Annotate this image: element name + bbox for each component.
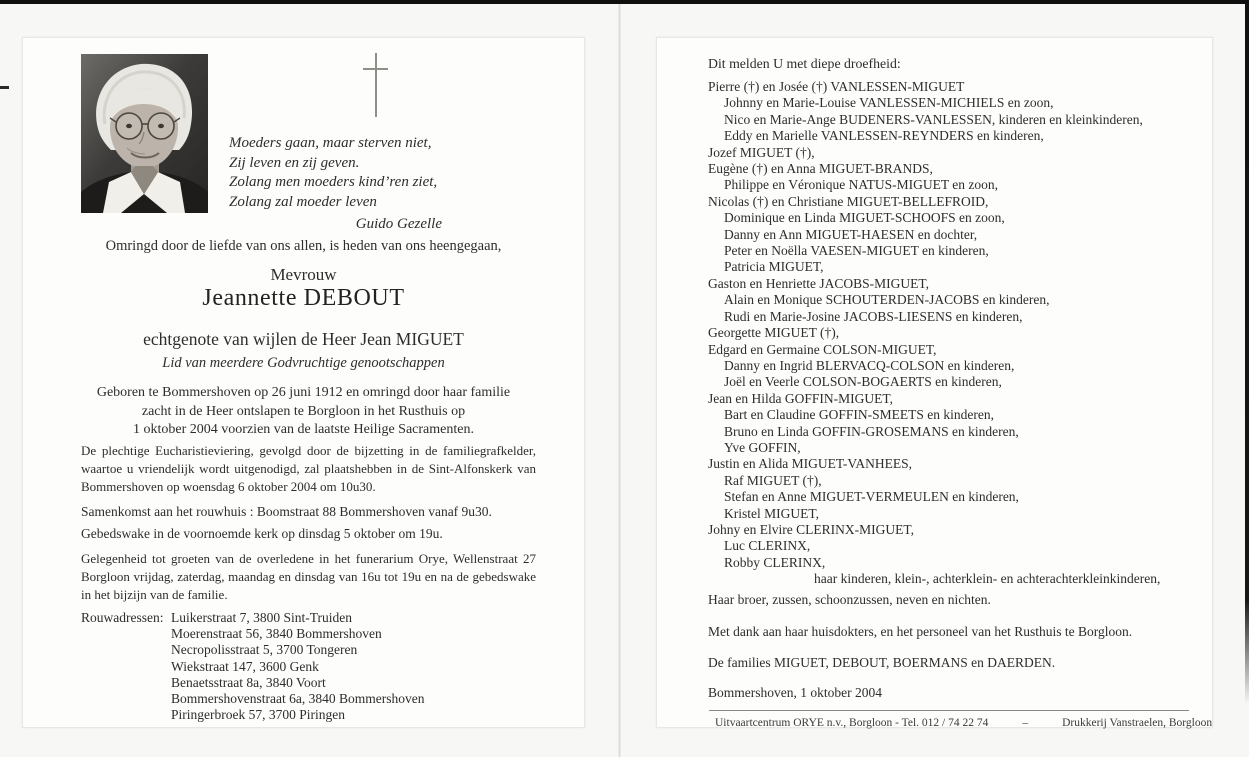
family-member-line: Kristel MIGUET, bbox=[724, 505, 819, 521]
mourning-addresses bbox=[81, 610, 424, 723]
visitation-paragraph: Gelegenheid tot groeten van de overledene in het funerarium Orye, Wellenstraat 27 Borgloon vrijdag, zaterdag, maandag en dinsdag van 16u tot 19u en na de gebedswake in het bijzijn van de familie. bbox=[81, 551, 536, 602]
family-member-line: Bruno en Linda GOFFIN-GROSEMANS en kinderen, bbox=[724, 423, 1019, 439]
gathering-line: Samenkomst aan het rouwhuis : Boomstraat 88 Bommershoven vanaf 9u30. bbox=[81, 504, 492, 519]
poem-line: Moeders gaan, maar sterven niet, bbox=[229, 135, 432, 151]
family-member-line: Yve GOFFIN, bbox=[724, 439, 801, 455]
deceased-name: Jeannette DEBOUT bbox=[202, 285, 405, 311]
printer-footer bbox=[715, 717, 1213, 729]
birth-death-line: zacht in de Heer ontslapen te Borgloon in het Rusthuis op bbox=[141, 403, 466, 419]
announcement-line: Dit melden U met diepe droefheid: bbox=[708, 56, 901, 71]
mourning-address: Necropolisstraat 5, 3700 Tongeren bbox=[171, 642, 358, 658]
family-member-line: Danny en Ann MIGUET-HAESEN en dochter, bbox=[724, 226, 978, 242]
family-member-line: Joël en Veerle COLSON-BOGAERTS en kinderen, bbox=[724, 374, 1002, 390]
portrait-photo-graphic bbox=[81, 54, 208, 213]
poem-line: Zolang men moeders kind’ren ziet, bbox=[229, 174, 438, 190]
family-member-line: Patricia MIGUET, bbox=[724, 259, 824, 275]
family-member-line: Dominique en Linda MIGUET-SCHOOFS en zoon, bbox=[724, 210, 1005, 226]
family-member-line: Raf MIGUET (†), bbox=[724, 472, 822, 488]
service-paragraph: De plechtige Eucharistieviering, gevolgd door de bijzetting in de familiegrafkelder, waartoe u vriendelijk wordt uitgenodigd, zal plaatshebben in de Sint-Alfonskerk van Bommershoven op woensdag 6 oktober 2004 om 10u30. bbox=[81, 443, 536, 494]
page-fold-line bbox=[618, 4, 621, 757]
family-member-line: Philippe en Véronique NATUS-MIGUET en zoon, bbox=[724, 177, 998, 193]
family-member-line: Robby CLERINX, bbox=[724, 554, 826, 570]
scan-edge-top bbox=[0, 0, 1249, 4]
family-member-line: Luc CLERINX, bbox=[724, 538, 811, 554]
family-member-line: Georgette MIGUET (†), bbox=[708, 325, 840, 341]
portrait-photo bbox=[81, 54, 208, 213]
birth-death-line: Geboren te Bommershoven op 26 juni 1912 en omringd door haar familie bbox=[96, 385, 511, 400]
honorific: Mevrouw bbox=[270, 265, 337, 284]
families-line: De families MIGUET, DEBOUT, BOERMANS en DAERDEN. bbox=[708, 655, 1056, 670]
family-member-line: Jean en Hilda GOFFIN-MIGUET, bbox=[708, 390, 893, 406]
family-member-line: Peter en Noëlla VAESEN-MIGUET en kinderen, bbox=[724, 243, 989, 259]
thanks-line: Met dank aan haar huisdokters, en het personeel van het Rusthuis te Borgloon. bbox=[708, 624, 1133, 639]
memorial-card-left-page bbox=[22, 37, 585, 728]
family-member-line: Edgard en Germaine COLSON-MIGUET, bbox=[708, 341, 937, 357]
dateline: Bommershoven, 1 oktober 2004 bbox=[708, 685, 882, 700]
mourning-address: Wiekstraat 147, 3600 Genk bbox=[171, 658, 319, 674]
family-member-line: Bart en Claudine GOFFIN-SMEETS en kinderen, bbox=[724, 407, 994, 423]
footer-funeral-home: Uitvaartcentrum ORYE n.v., Borgloon - Tel. 012 / 74 22 74 bbox=[715, 717, 989, 729]
mourning-addresses-list bbox=[171, 610, 424, 723]
spouse-line: echtgenote van wijlen de Heer Jean MIGUET bbox=[143, 329, 464, 349]
cross-icon bbox=[340, 53, 390, 119]
footer-rule bbox=[709, 710, 1189, 711]
family-member-line: Justin en Alida MIGUET-VANHEES, bbox=[708, 456, 913, 472]
relatives-line: Haar broer, zussen, schoonzussen, neven en nichten. bbox=[708, 592, 991, 607]
family-member-line: Eugène (†) en Anna MIGUET-BRANDS, bbox=[708, 161, 933, 177]
family-member-line: Alain en Monique SCHOUTERDEN-JACOBS en kinderen, bbox=[724, 292, 1050, 308]
family-member-line: Pierre (†) en Josée (†) VANLESSEN-MIGUET bbox=[708, 79, 965, 94]
family-list bbox=[708, 79, 1160, 588]
family-member-line: Gaston en Henriette JACOBS-MIGUET, bbox=[708, 275, 929, 291]
family-member-line: Jozef MIGUET (†), bbox=[708, 144, 815, 160]
poem-line: Zolang zal moeder leven bbox=[229, 193, 377, 210]
family-member-line: haar kinderen, klein-, achterklein- en achterachterkleinkinderen, bbox=[814, 571, 1161, 587]
scan-edge-right bbox=[1245, 4, 1249, 704]
birth-death-line: 1 oktober 2004 voorzien van de laatste Heilige Sacramenten. bbox=[133, 422, 474, 437]
family-member-line: Eddy en Marielle VANLESSEN-REYNDERS en kinderen, bbox=[724, 128, 1044, 144]
family-member-line: Rudi en Marie-Josine JACOBS-LIESENS en kinderen, bbox=[724, 308, 1023, 324]
birth-death-paragraph bbox=[23, 384, 584, 440]
mourning-address: Piringerbroek 57, 3700 Piringen bbox=[171, 707, 345, 723]
poem bbox=[229, 134, 444, 235]
mourning-address: Benaetsstraat 8a, 3840 Voort bbox=[171, 674, 326, 690]
scan-artifact-dash bbox=[0, 86, 9, 89]
mourning-address: Bommershovenstraat 6a, 3840 Bommershoven bbox=[171, 691, 425, 707]
membership-line: Lid van meerdere Godvruchtige genootschappen bbox=[162, 355, 445, 371]
memorial-card-right-page bbox=[656, 37, 1213, 728]
family-member-line: Johny en Elvire CLERINX-MIGUET, bbox=[708, 521, 914, 537]
intro-line: Omringd door de liefde van ons allen, is heden van ons heengegaan, bbox=[105, 238, 502, 254]
family-member-line: Stefan en Anne MIGUET-VERMEULEN en kinderen, bbox=[724, 489, 1019, 505]
mourning-addresses-label: Rouwadressen: bbox=[81, 610, 164, 625]
family-member-line: Johnny en Marie-Louise VANLESSEN-MICHIELS en zoon, bbox=[724, 95, 1054, 111]
family-member-line: Nico en Marie-Ange BUDENERS-VANLESSEN, kinderen en kleinkinderen, bbox=[724, 111, 1143, 127]
footer-printer: Drukkerij Vanstraelen, Borgloon bbox=[1062, 717, 1213, 729]
family-member-line: Nicolas (†) en Christiane MIGUET-BELLEFROID, bbox=[708, 193, 989, 209]
poem-line: Zij leven en zij geven. bbox=[229, 154, 360, 171]
footer-separator: – bbox=[1022, 717, 1029, 729]
mourning-address: Moerenstraat 56, 3840 Bommershoven bbox=[171, 626, 382, 642]
poem-attribution: Guido Gezelle bbox=[355, 216, 442, 232]
vigil-line: Gebedswake in de voornoemde kerk op dinsdag 5 oktober om 19u. bbox=[81, 526, 443, 541]
mourning-address: Luikerstraat 7, 3800 Sint-Truiden bbox=[171, 610, 352, 625]
family-member-line: Danny en Ingrid BLERVACQ-COLSON en kinderen, bbox=[724, 357, 1015, 373]
